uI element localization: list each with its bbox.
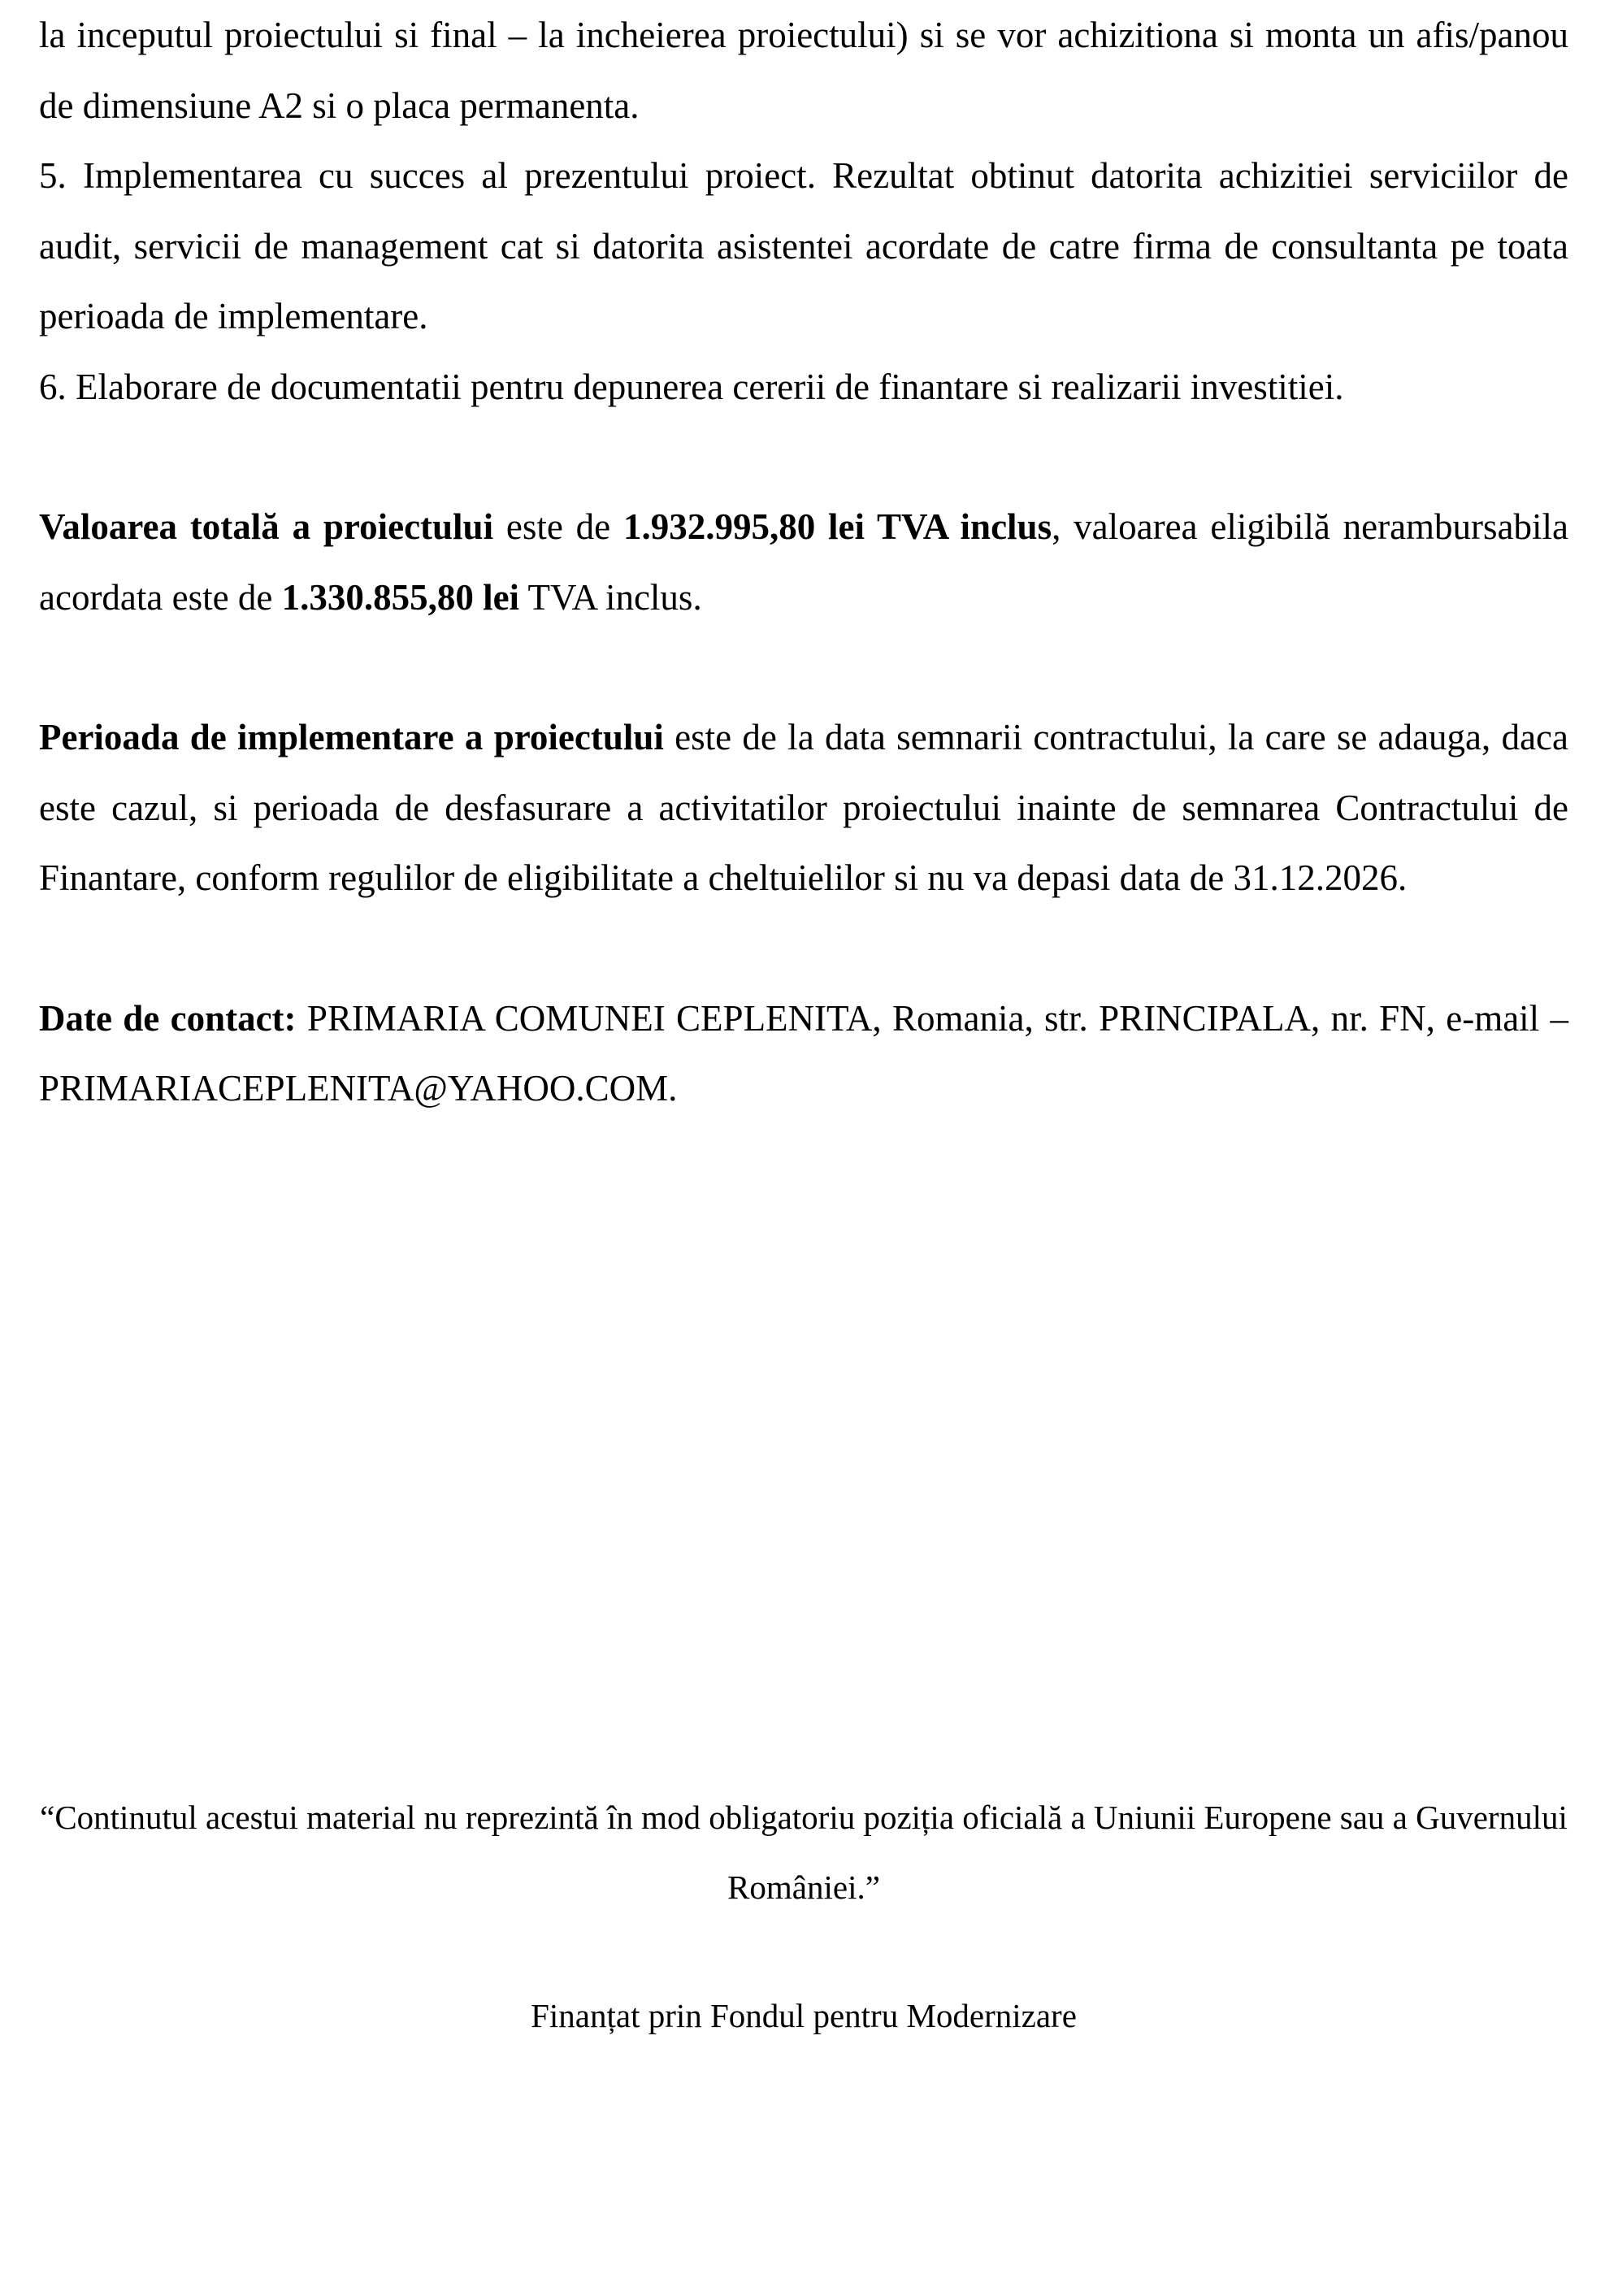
paragraph-gap: [39, 422, 1568, 492]
implementation-period-text: este de la data semnarii contractului, la care se adauga, daca este cazul, si perioada de desfasurare a activitatilor proiectului inainte de semnarea Contractului de Finantare, conform regulilor de eligibilitate a cheltuielilor si nu va depasi data de 31.12.2026.: [39, 717, 1568, 898]
project-total-value: 1.932.995,80 lei TVA inclus: [622, 506, 1052, 547]
item-5: 5. Implementarea cu succes al prezentului proiect. Rezultat obtinut datorita achizitiei serviciilor de audit, servicii de management cat si datorita asistentei acordate de catre firma de consultanta pe toata perioada de implementare.: [39, 155, 1568, 336]
contact-text: PRIMARIA COMUNEI CEPLENITA, Romania, str. PRINCIPALA, nr. FN, e-mail – PRIMARIACEPLENITA@YAHOO.COM.: [39, 997, 1568, 1109]
document-page: [39, 0, 1568, 1124]
paragraph-gap: [39, 914, 1568, 983]
implementation-period-paragraph: [39, 702, 1568, 914]
project-value-text-1: este de: [493, 506, 623, 547]
project-value-paragraph: [39, 492, 1568, 632]
project-value-label: Valoarea totală a proiectului: [39, 506, 494, 547]
implementation-period-label: Perioada de implementare a proiectului: [39, 717, 664, 757]
contact-paragraph: [39, 983, 1568, 1124]
eu-disclaimer: “Continutul acestui material nu reprezintă în mod obligatoriu poziția oficială a Uniunii Europene sau a Guvernului României.”: [40, 1799, 1568, 1906]
paragraph-gap: [39, 632, 1568, 702]
project-value-text-3: TVA inclus.: [519, 576, 702, 618]
funding-note: Finanțat prin Fondul pentru Modernizare: [531, 1997, 1077, 2034]
item-4-continuation: la inceputul proiectului si final – la incheierea proiectului) si se vor achizitiona si monta un afis/panou de dimensiune A2 si o placa permanenta.: [39, 15, 1568, 126]
project-value-text-2: , valoarea eligibilă nerambursabila acordata este de: [39, 506, 1568, 618]
project-eligible-value: 1.330.855,80 lei: [281, 576, 520, 618]
contact-label: Date de contact:: [39, 997, 297, 1039]
item-6: 6. Elaborare de documentatii pentru depunerea cererii de finantare si realizarii investitiei.: [39, 366, 1344, 407]
